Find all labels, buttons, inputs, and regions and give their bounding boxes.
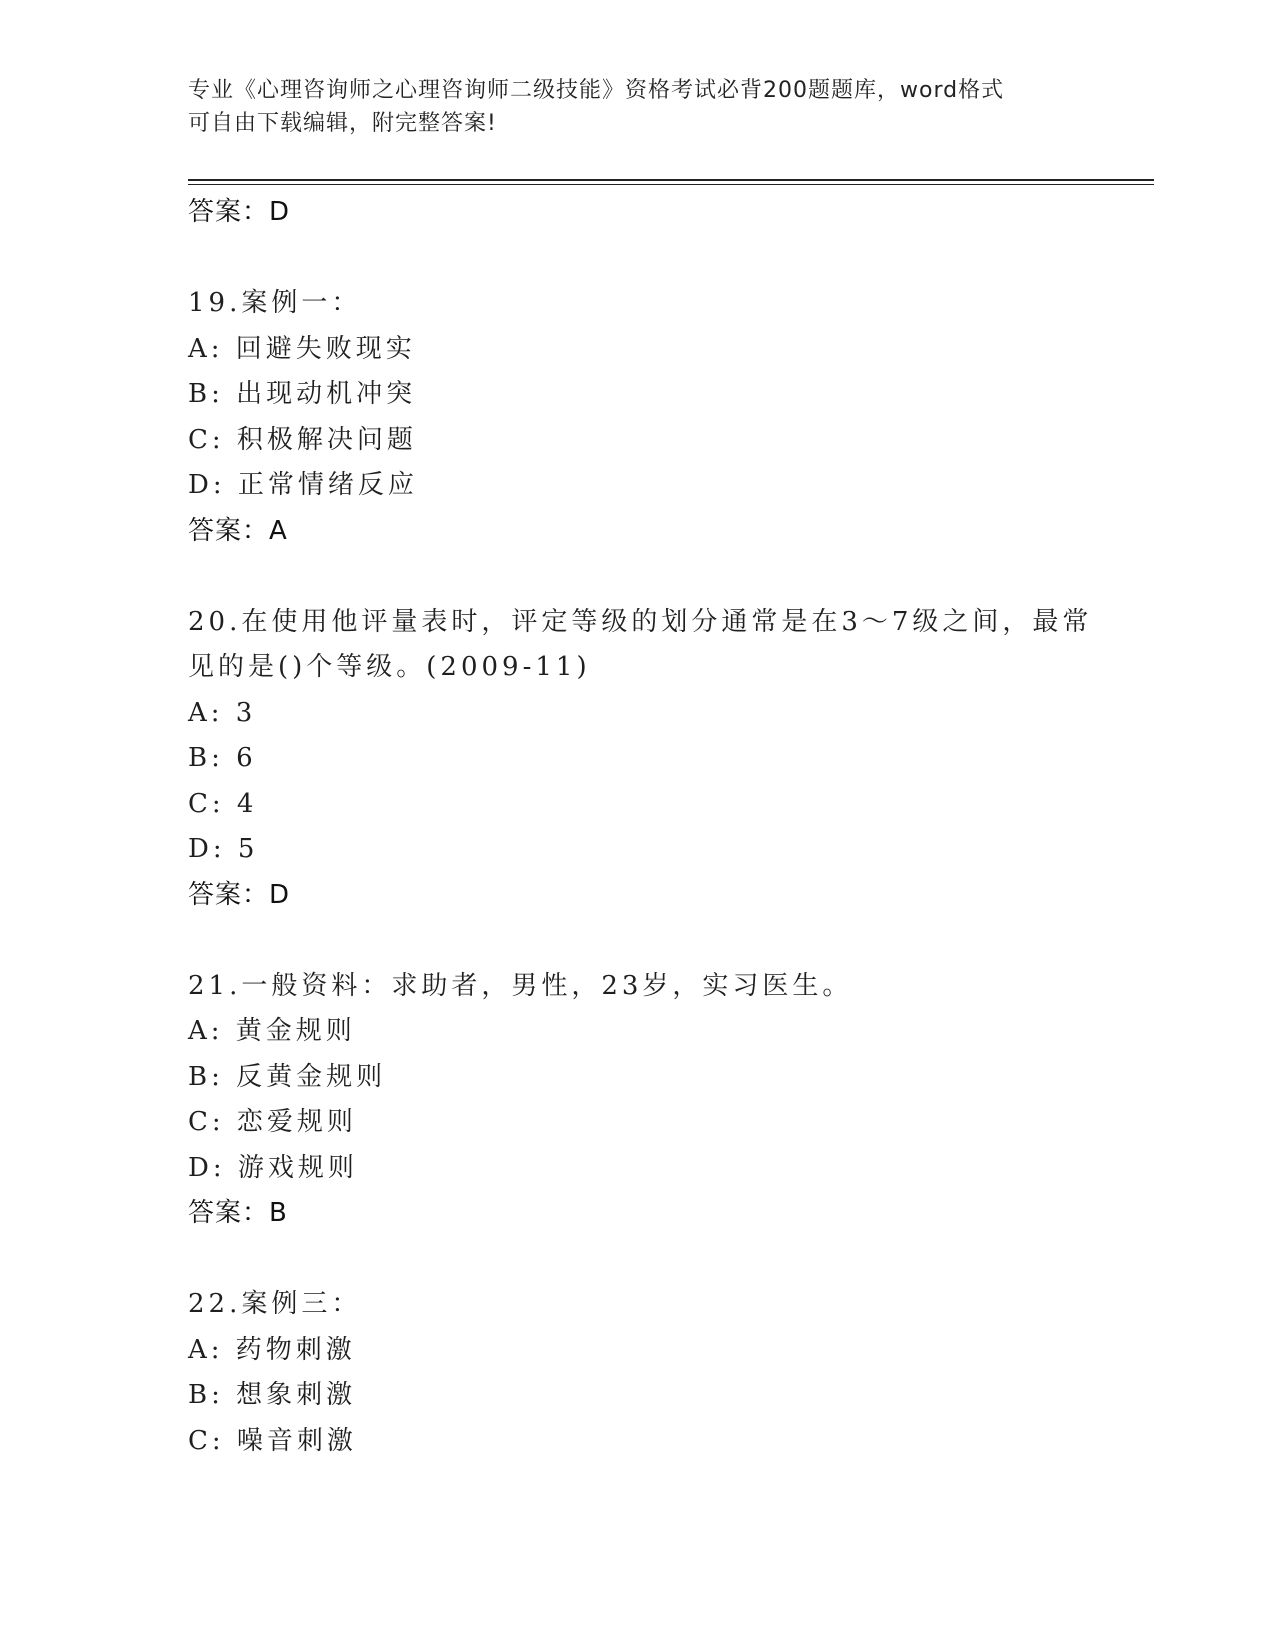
option-d: D: 5 [188, 834, 259, 864]
answer-label: 答案：B [188, 1198, 288, 1228]
spacer [188, 236, 1088, 282]
question-21 [188, 964, 1088, 1237]
option-d: D: 游戏规则 [188, 1152, 358, 1183]
option-c: C: 4 [188, 788, 258, 819]
option-c: C: 噪音刺激 [188, 1425, 357, 1456]
question-stem: 21.一般资料：求助者，男性，23岁，实习医生。 [188, 970, 853, 1001]
option-a: A: 回避失败现实 [188, 333, 416, 364]
question-list [188, 190, 1093, 1464]
header-divider-thin [188, 184, 1154, 185]
answer-label: 答案：D [188, 879, 291, 910]
question-stem: 19.案例一： [188, 288, 362, 318]
spacer [188, 918, 1088, 964]
header-title-line-2: 可自由下载编辑，附完整答案! [188, 111, 497, 136]
question-20 [188, 600, 1093, 919]
option-d: D: 正常情绪反应 [188, 470, 418, 500]
question-stem-line-1: 20.在使用他评量表时，评定等级的划分通常是在3～7级之间，最常 [188, 606, 1093, 637]
question-19 [188, 281, 1088, 554]
header-title-line-1: 专业《心理咨询师之心理咨询师二级技能》资格考试必背200题题库，word格式 [188, 78, 1005, 103]
spacer [188, 554, 1088, 600]
previous-answer: 答案：D [188, 197, 291, 227]
document-header [188, 74, 1088, 140]
option-c: C: 积极解决问题 [188, 424, 417, 455]
option-b: B: 出现动机冲突 [188, 379, 417, 409]
question-22 [188, 1282, 1088, 1464]
option-b: B: 反黄金规则 [188, 1061, 387, 1092]
option-a: A: 药物刺激 [188, 1334, 356, 1365]
question-stem-line-2: 见的是()个等级。(2009-11) [188, 652, 591, 682]
option-c: C: 恋爱规则 [188, 1107, 357, 1137]
option-b: B: 6 [188, 743, 257, 773]
header-divider-thick [188, 179, 1154, 181]
option-a: A: 黄金规则 [188, 1016, 356, 1046]
answer-label: 答案：A [188, 515, 288, 546]
option-b: B: 想象刺激 [188, 1380, 357, 1410]
question-stem: 22.案例三： [188, 1289, 362, 1319]
spacer [188, 1237, 1088, 1283]
option-a: A: 3 [188, 697, 257, 728]
